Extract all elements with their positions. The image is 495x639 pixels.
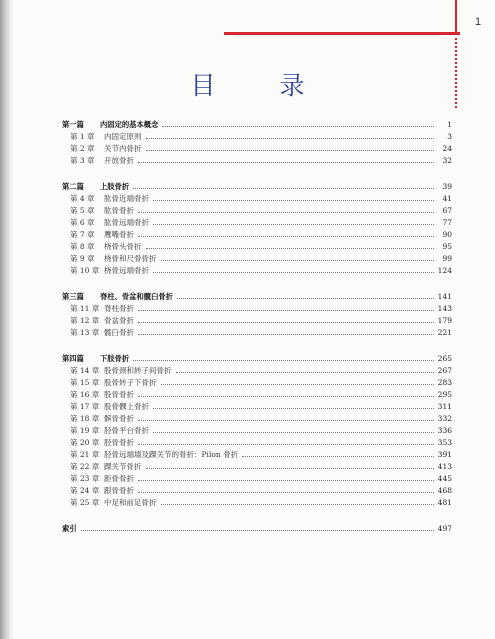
toc-page-number: 267 [437,366,452,375]
toc-chapter-entry[interactable] [62,205,452,217]
toc-leader-dots [161,384,434,385]
toc-entry-label [70,389,134,401]
toc-page-number: 24 [442,144,452,153]
toc-entry-title: 股骨颈和转子间骨折 [104,366,172,375]
toc-entry-title: 脊柱、骨盆和髋臼骨折 [100,292,173,301]
toc-entry-label [70,193,149,205]
toc-leader-dots [138,334,434,335]
section-gap [62,339,452,353]
toc-entry-title: 骨盆骨折 [104,316,134,325]
toc-page-number: 3 [447,132,452,141]
toc-entry-label [62,119,158,131]
toc-leader-dots [138,236,434,237]
toc-entry-label [70,365,172,377]
header-red-vertical-line [455,0,457,32]
toc-entry-number: 第 1 章 [70,132,95,141]
toc-entry-title: 距骨骨折 [104,474,134,483]
toc-page-number: 39 [442,182,452,191]
page-number: 1 [475,16,482,28]
section-gap [62,167,452,181]
toc-chapter-entry[interactable] [62,413,452,425]
header-red-rule [224,32,460,35]
toc-entry-number: 第 14 章 [70,366,100,375]
toc-entry-title: 肱骨骨折 [104,206,134,215]
toc-entry-title: 桡骨远端骨折 [104,266,149,275]
toc-entry-title: 髌骨骨折 [104,414,134,423]
toc-chapter-entry[interactable] [62,389,452,401]
toc-entry-title: 关节内骨折 [104,144,142,153]
toc-leader-dots [133,188,434,189]
toc-entry-title: 胫骨远端墙及踝关节的骨折：Pilon 骨折 [104,450,239,459]
toc-leader-dots [177,298,434,299]
toc-part-entry[interactable] [62,291,452,303]
toc-entry-number: 第 25 章 [70,498,100,507]
toc-page-number: 497 [437,524,452,533]
toc-entry-number: 第 17 章 [70,402,100,411]
toc-page-number: 141 [437,292,452,301]
toc-page-number: 332 [437,414,452,423]
toc-entry-title: 胫骨平台骨折 [104,426,149,435]
toc-entry-label [70,473,134,485]
toc-entry-number: 第 2 章 [70,144,95,153]
toc-entry-label [70,303,134,315]
toc-entry-number: 第 18 章 [70,414,100,423]
toc-entry-title: 髋臼骨折 [104,328,134,337]
toc-page-number: 32 [442,156,452,165]
toc-leader-dots [161,504,434,505]
toc-entry-title: 胫骨骨折 [104,438,134,447]
toc-entry-label [70,425,149,437]
toc-entry-title: 肱骨远端骨折 [104,218,149,227]
toc-entry-title: 内固定的基本概念 [100,120,159,129]
toc-leader-dots [138,420,434,421]
section-gap [62,509,452,523]
toc-leader-dots [138,492,434,493]
toc-entry-title: 开放骨折 [104,156,134,165]
toc-entry-number: 第 22 章 [70,462,100,471]
toc-chapter-entry[interactable] [62,155,452,167]
toc-leader-dots [242,456,434,457]
toc-entry-number: 第一篇 [62,120,84,129]
toc-part-entry[interactable] [62,181,452,193]
toc-entry-label [70,205,134,217]
toc-entry-label [70,377,157,389]
toc-chapter-entry[interactable] [62,461,452,473]
toc-entry-label [70,497,157,509]
toc-entry-title: 内固定原则 [104,132,142,141]
toc-leader-dots [138,480,434,481]
toc-page-number: 336 [437,426,452,435]
toc-entry-number: 第 12 章 [70,316,100,325]
toc-page-number: 221 [437,328,452,337]
toc-entry-label [62,353,129,365]
toc-entry-label [62,181,129,193]
toc-page-number: 1 [447,120,452,129]
toc-entry-label [70,485,134,497]
toc-page-number: 124 [437,266,452,275]
toc-page-number: 295 [437,390,452,399]
toc-leader-dots [153,200,434,201]
toc-entry-number: 第 4 章 [70,194,95,203]
toc-entry-label [70,131,142,143]
toc-entry-number: 第 3 章 [70,156,95,165]
toc-entry-label [70,437,134,449]
toc-chapter-entry[interactable] [62,327,452,339]
toc-page-number: 67 [442,206,452,215]
toc-entry-label [70,315,134,327]
toc-entry-label [70,449,238,461]
toc-entry-label [70,461,142,473]
toc-leader-dots [138,322,434,323]
toc-leader-dots [153,272,434,273]
toc-page-number: 445 [437,474,452,483]
toc-page-number: 391 [437,450,452,459]
toc-leader-dots [81,530,434,531]
toc-chapter-entry[interactable] [62,473,452,485]
toc-entry-title: 股骨髁上骨折 [104,402,149,411]
toc-page-number: 283 [437,378,452,387]
toc-page-number: 179 [437,316,452,325]
toc-entry-number: 第 5 章 [70,206,95,215]
toc-page-number: 265 [437,354,452,363]
toc-page-number: 95 [442,242,452,251]
toc-entry-number: 第 24 章 [70,486,100,495]
toc-entry-title: 跟骨骨折 [104,486,134,495]
toc-part-entry[interactable] [62,119,452,131]
toc-entry-label [70,327,134,339]
toc-page-number: 481 [437,498,452,507]
toc-leader-dots [153,408,434,409]
toc-entry-title: 下肢骨折 [100,354,130,363]
toc-entry-title: 踝关节骨折 [104,462,142,471]
toc-chapter-entry[interactable] [62,265,452,277]
toc-chapter-entry[interactable] [62,143,452,155]
toc-entry-number: 第 21 章 [70,450,100,459]
toc-entry-label [70,217,149,229]
toc-entry-label [70,143,142,155]
toc-part-entry[interactable] [62,523,452,535]
toc-chapter-entry[interactable] [62,229,452,241]
toc-leader-dots [133,360,433,361]
toc-entry-title: 中足和前足骨折 [104,498,157,507]
toc-chapter-entry[interactable] [62,449,452,461]
toc-page-number: 77 [442,218,452,227]
toc-page-number: 41 [442,194,452,203]
toc-chapter-entry[interactable] [62,131,452,143]
toc-entry-label [62,291,173,303]
toc-page-number: 90 [442,230,452,239]
toc-entry-number: 第 15 章 [70,378,100,387]
toc-entry-number: 第 7 章 [70,230,95,239]
toc-page-number: 468 [437,486,452,495]
toc-entry-label [70,241,142,253]
toc-entry-label [70,401,149,413]
toc-chapter-entry[interactable] [62,425,452,437]
toc-chapter-entry[interactable] [62,217,452,229]
toc-chapter-entry[interactable] [62,253,452,265]
toc-entry-label [70,155,134,167]
toc-leader-dots [153,224,434,225]
toc-entry-title: 股骨转子下骨折 [104,378,157,387]
page-title: 目 录 [190,71,333,100]
toc-chapter-entry[interactable] [62,497,452,509]
toc-page-number: 413 [437,462,452,471]
toc-entry-label [70,229,134,241]
toc-entry-title: 上肢骨折 [100,182,130,191]
toc-chapter-entry[interactable] [62,303,452,315]
toc-entry-number: 第 19 章 [70,426,100,435]
toc-leader-dots [138,212,434,213]
toc-entry-label [70,253,157,265]
toc-chapter-entry[interactable] [62,193,452,205]
toc-page-number: 143 [437,304,452,313]
toc-leader-dots [146,138,435,139]
toc-entry-number: 第 16 章 [70,390,100,399]
toc-leader-dots [161,260,435,261]
toc-chapter-entry[interactable] [62,485,452,497]
toc-chapter-entry[interactable] [62,377,452,389]
toc-entry-number: 第 8 章 [70,242,95,251]
table-of-contents [62,119,452,535]
toc-entry-label [70,265,149,277]
toc-part-entry[interactable] [62,353,452,365]
toc-entry-title: 桡骨和尺骨骨折 [104,254,157,263]
section-gap [62,277,452,291]
toc-entry-label [62,523,77,535]
toc-leader-dots [146,150,435,151]
toc-leader-dots [176,372,434,373]
toc-leader-dots [138,444,434,445]
toc-entry-number: 第 11 章 [70,304,100,313]
toc-chapter-entry[interactable] [62,437,452,449]
toc-entry-title: 桡骨头骨折 [104,242,142,251]
toc-leader-dots [146,468,434,469]
toc-page-number: 311 [437,402,452,411]
toc-leader-dots [138,396,434,397]
toc-entry-title: 鹰嘴骨折 [104,230,134,239]
toc-entry-number: 第 13 章 [70,328,100,337]
toc-entry-title: 索引 [62,524,77,533]
toc-chapter-entry[interactable] [62,241,452,253]
toc-chapter-entry[interactable] [62,365,452,377]
toc-entry-label [70,413,134,425]
toc-leader-dots [138,310,434,311]
toc-leader-dots [138,162,434,163]
toc-entry-number: 第 10 章 [70,266,100,275]
toc-entry-number: 第二篇 [62,182,84,191]
toc-entry-number: 第 6 章 [70,218,95,227]
toc-page-number: 353 [437,438,452,447]
toc-entry-number: 第 23 章 [70,474,100,483]
toc-entry-title: 脊柱骨折 [104,304,134,313]
toc-entry-number: 第 20 章 [70,438,100,447]
toc-entry-number: 第三篇 [62,292,84,301]
toc-leader-dots [146,248,435,249]
toc-entry-number: 第 9 章 [70,254,95,263]
toc-leader-dots [162,126,434,127]
toc-chapter-entry[interactable] [62,401,452,413]
toc-page-number: 99 [442,254,452,263]
toc-chapter-entry[interactable] [62,315,452,327]
toc-entry-title: 股骨骨折 [104,390,134,399]
toc-entry-title: 肱骨近端骨折 [104,194,149,203]
toc-leader-dots [153,432,434,433]
toc-entry-number: 第四篇 [62,354,84,363]
